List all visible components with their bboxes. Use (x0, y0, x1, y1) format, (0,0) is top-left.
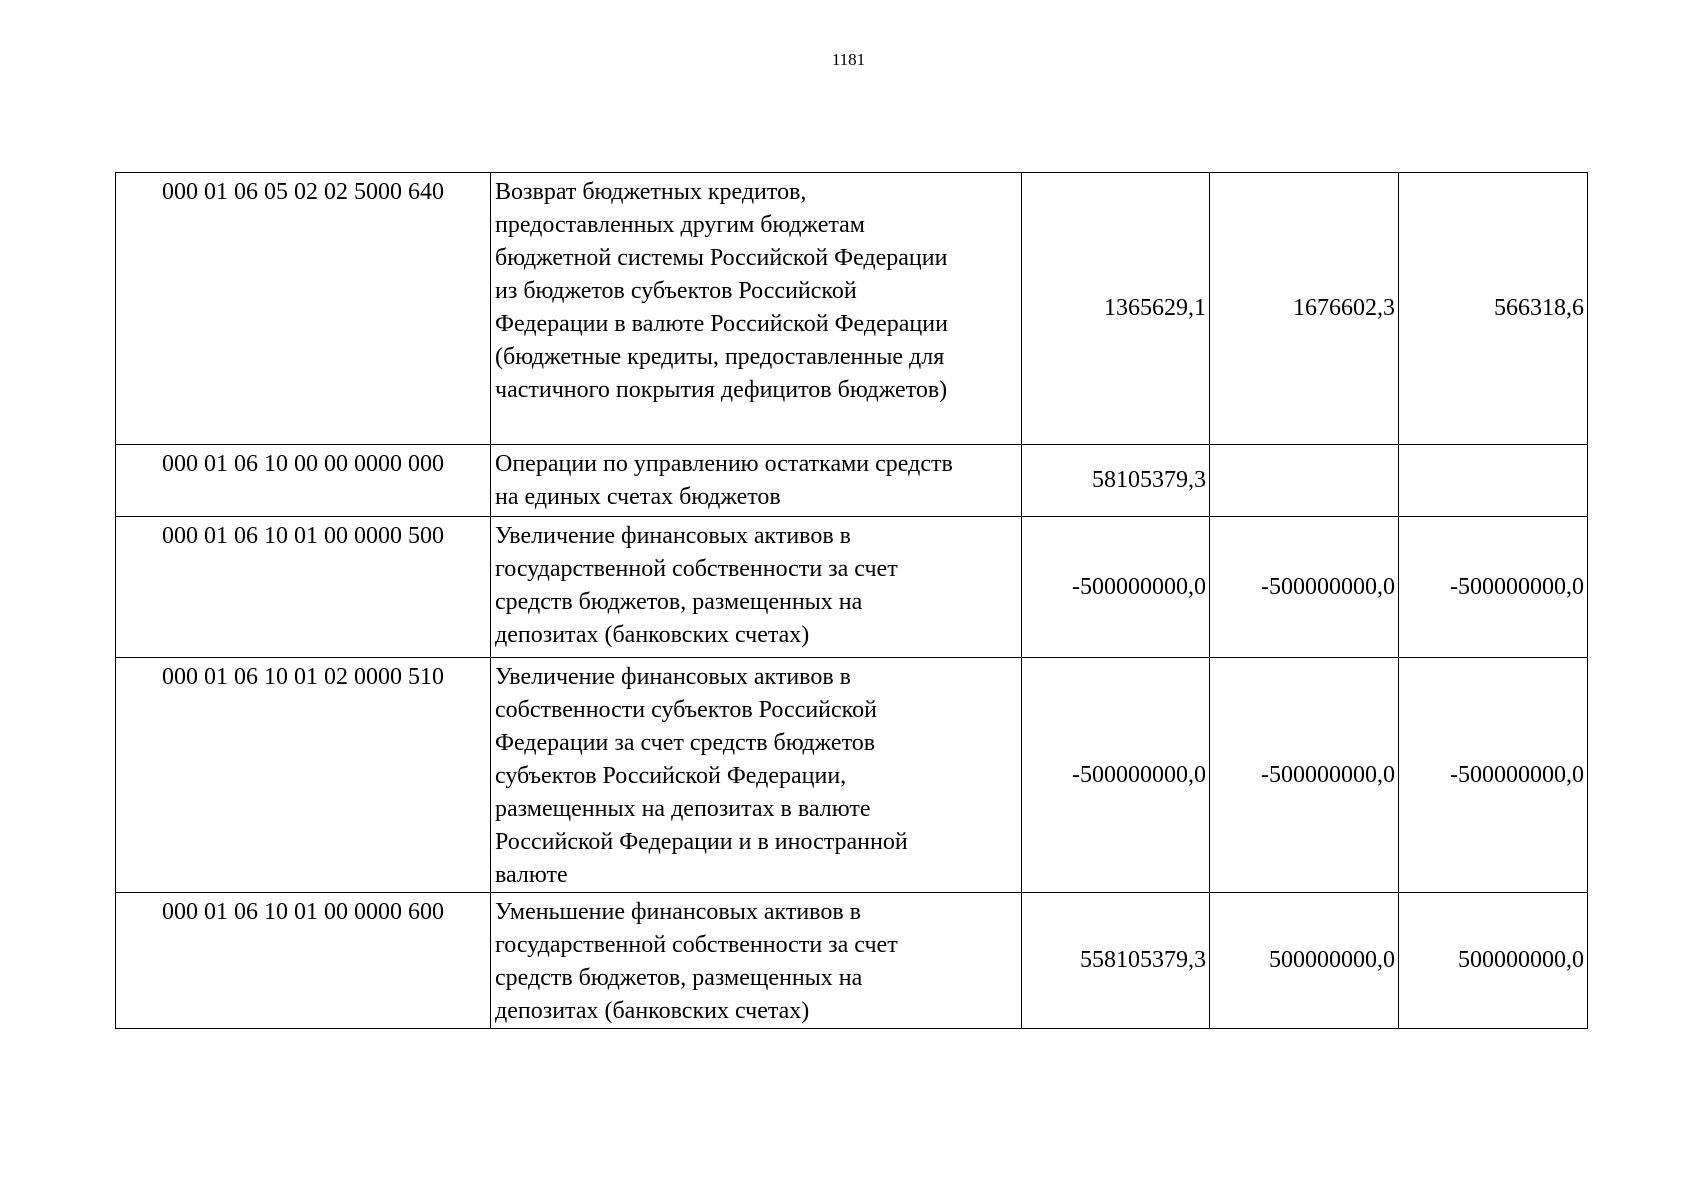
amount-cell-year-3: -500000000,0 (1399, 517, 1588, 658)
amount-cell-year-1: 1365629,1 (1022, 173, 1210, 445)
page-number: 1181 (831, 50, 866, 69)
item-name-line: Российской Федерации и в иностранной (495, 829, 908, 855)
budget-code-cell: 000 01 06 10 01 02 0000 510 (116, 658, 491, 893)
table-row (116, 893, 1588, 1029)
item-name-line: Операции по управлению остатками средств (495, 451, 953, 477)
item-name-cell (491, 517, 1022, 658)
item-name-line: депозитах (банковских счетах) (495, 998, 810, 1024)
table-row (116, 658, 1588, 893)
item-name-cell (491, 445, 1022, 517)
amount-cell-year-2 (1210, 445, 1399, 517)
amount-cell-year-2: -500000000,0 (1210, 658, 1399, 893)
amount-cell-year-3 (1399, 445, 1588, 517)
budget-code-cell: 000 01 06 05 02 02 5000 640 (116, 173, 491, 445)
item-name-line: Увеличение финансовых активов в (495, 664, 852, 690)
item-name-line: Возврат бюджетных кредитов, (495, 179, 807, 205)
amount-cell-year-1: 558105379,3 (1022, 893, 1210, 1029)
item-name-line: предоставленных другим бюджетам (495, 212, 865, 238)
amount-cell-year-2: -500000000,0 (1210, 517, 1399, 658)
item-name-line: Увеличение финансовых активов в (495, 523, 852, 549)
item-name-line: государственной собственности за счет (495, 556, 898, 582)
table-row (116, 517, 1588, 658)
item-name-line: размещенных на депозитах в валюте (495, 796, 871, 822)
item-name-cell (491, 658, 1022, 893)
amount-cell-year-1: -500000000,0 (1022, 517, 1210, 658)
item-name-line: (бюджетные кредиты, предоставленные для (495, 344, 945, 370)
budget-code-cell: 000 01 06 10 01 00 0000 600 (116, 893, 491, 1029)
item-name-line: депозитах (банковских счетах) (495, 622, 810, 648)
item-name-line: средств бюджетов, размещенных на (495, 589, 863, 615)
amount-cell-year-2: 500000000,0 (1210, 893, 1399, 1029)
table-row (116, 445, 1588, 517)
item-name-line: валюте (495, 862, 568, 888)
item-name-line: собственности субъектов Российской (495, 697, 877, 723)
item-name-line: из бюджетов субъектов Российской (495, 278, 857, 304)
amount-cell-year-1: -500000000,0 (1022, 658, 1210, 893)
budget-code-cell: 000 01 06 10 01 00 0000 500 (116, 517, 491, 658)
item-name-line: на единых счетах бюджетов (495, 484, 781, 510)
budget-sources-table (115, 172, 1588, 1029)
item-name-line: Федерации в валюте Российской Федерации (495, 311, 948, 337)
item-name-line: частичного покрытия дефицитов бюджетов) (495, 377, 948, 403)
item-name-line: средств бюджетов, размещенных на (495, 965, 863, 991)
amount-cell-year-3: -500000000,0 (1399, 658, 1588, 893)
item-name-cell (491, 173, 1022, 445)
amount-cell-year-3: 566318,6 (1399, 173, 1588, 445)
item-name-line: Уменьшение финансовых активов в (495, 899, 861, 925)
table-row (116, 173, 1588, 445)
budget-code-cell: 000 01 06 10 00 00 0000 000 (116, 445, 491, 517)
amount-cell-year-3: 500000000,0 (1399, 893, 1588, 1029)
item-name-line: Федерации за счет средств бюджетов (495, 730, 876, 756)
item-name-line: субъектов Российской Федерации, (495, 763, 847, 789)
item-name-line: государственной собственности за счет (495, 932, 898, 958)
amount-cell-year-1: 58105379,3 (1022, 445, 1210, 517)
item-name-cell (491, 893, 1022, 1029)
item-name-line: бюджетной системы Российской Федерации (495, 245, 948, 271)
amount-cell-year-2: 1676602,3 (1210, 173, 1399, 445)
